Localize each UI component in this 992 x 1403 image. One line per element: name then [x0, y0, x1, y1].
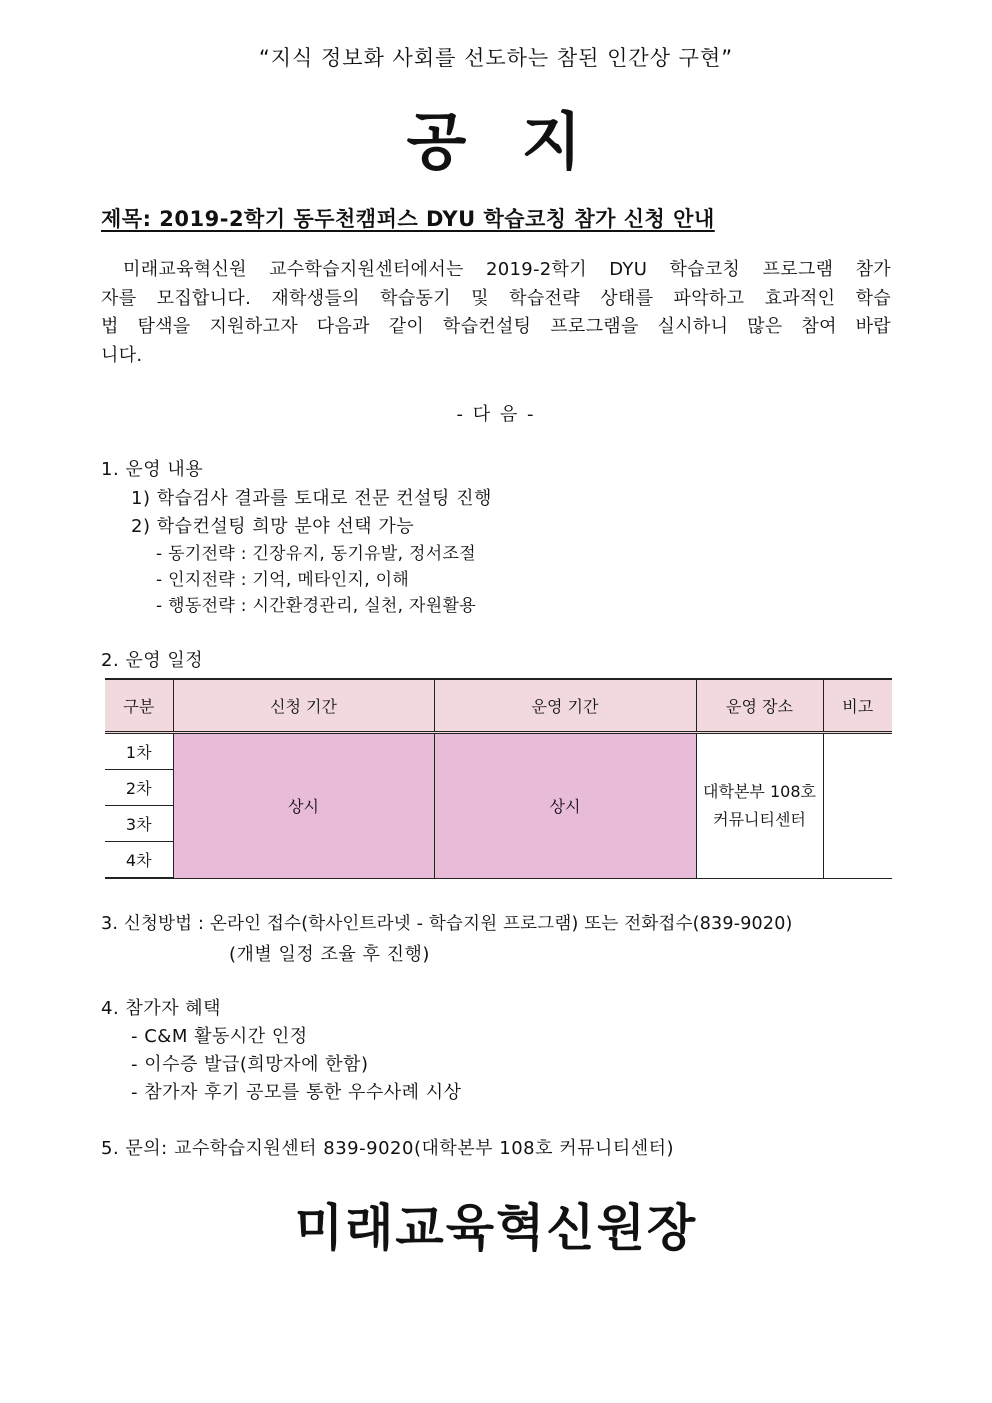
benefit-item: - 참가자 후기 공모를 통한 우수사례 시상 [131, 1082, 462, 1103]
header-cell: 신청 기간 [173, 679, 434, 733]
intro-line: 미래교육혁신원 교수학습지원센터에서는 2019-2학기 DYU 학습코칭 프로그램 참가 [123, 259, 891, 280]
intro-line: 니다. [101, 344, 143, 366]
section4-title: 4. 참가자 혜택 [101, 998, 222, 1019]
strategy-item: - 행동전략 : 시간환경관리, 실천, 자원활용 [156, 596, 476, 616]
location-cell [696, 733, 823, 879]
benefit-item: - 이수증 발급(희망자에 한함) [131, 1054, 369, 1075]
round-cell: 4차 [105, 842, 173, 879]
header-cell: 운영 기간 [434, 679, 696, 733]
table-row [105, 733, 892, 770]
section1-item: 1) 학습검사 결과를 토대로 전문 컨설팅 진행 [131, 488, 492, 509]
section3-note: (개별 일정 조율 후 진행) [229, 944, 430, 965]
schedule-table [105, 678, 892, 879]
location-line: 대학본부 108호 [703, 781, 816, 801]
notice-subject: 제목: 2019-2학기 동두천캠퍼스 DYU 학습코칭 참가 신청 안내 [101, 207, 715, 231]
section1-title: 1. 운영 내용 [101, 459, 204, 480]
motto: “지식 정보화 사회를 선도하는 참된 인간상 구현” [258, 46, 734, 70]
strategy-item: - 동기전략 : 긴장유지, 동기유발, 정서조절 [156, 544, 476, 564]
intro-paragraph [101, 256, 891, 370]
benefit-item: - C&M 활동시간 인정 [131, 1026, 308, 1047]
round-cell: 1차 [105, 733, 173, 770]
operation-period-cell: 상시 [434, 733, 696, 879]
signature: 미래교육혁신원장 [294, 1199, 698, 1257]
strategy-item: - 인지전략 : 기억, 메타인지, 이해 [156, 570, 410, 590]
location-line: 커뮤니티센터 [713, 809, 806, 829]
header-cell: 구분 [105, 679, 173, 733]
round-cell: 3차 [105, 806, 173, 842]
round-cell: 2차 [105, 770, 173, 806]
section3-line: 3. 신청방법 : 온라인 접수(학사인트라넷 - 학습지원 프로그램) 또는 전화접수(839-9020) [101, 914, 793, 934]
header-cell: 운영 장소 [696, 679, 823, 733]
intro-line: 법 탐색을 지원하고자 다음과 같이 학습컨설팅 프로그램을 실시하니 많은 참여 바랍 [101, 316, 891, 337]
header-cell: 비고 [823, 679, 892, 733]
dagyeum-separator: - 다 음 - [456, 404, 536, 425]
table-header-row [105, 679, 892, 733]
section2-title: 2. 운영 일정 [101, 650, 204, 671]
apply-period-cell: 상시 [173, 733, 434, 879]
intro-line: 자를 모집합니다. 재학생들의 학습동기 및 학습전략 상태를 파악하고 효과적인 학습 [101, 287, 891, 309]
section5-contact: 5. 문의: 교수학습지원센터 839-9020(대학본부 108호 커뮤니티센터) [101, 1138, 675, 1159]
notice-heading: 공 지 [406, 105, 586, 178]
section1-item: 2) 학습컨설팅 희망 분야 선택 가능 [131, 516, 415, 537]
note-cell [823, 733, 892, 879]
